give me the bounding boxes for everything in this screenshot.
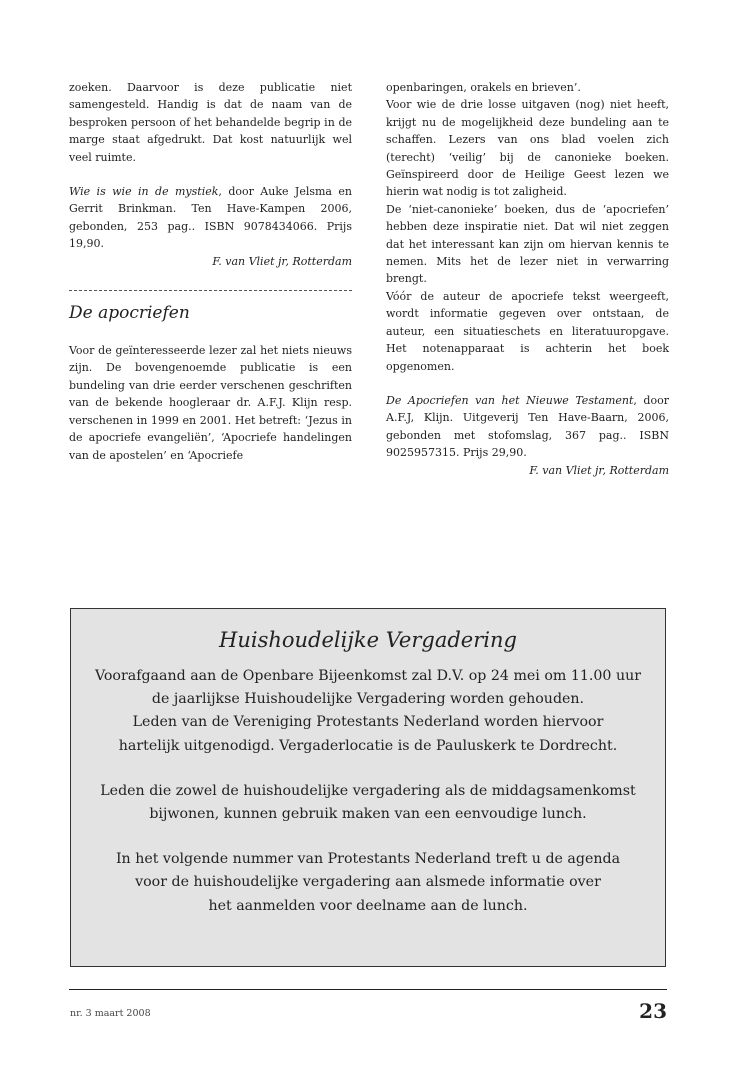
right-paragraph-1: openbaringen, orakels en brieven’. (386, 81, 581, 94)
footer-rule (69, 989, 667, 990)
left-paragraph-1: zoeken. Daarvoor is deze publicatie niet samengesteld. Handig is dat de naam van de besproken persoon of het behandelde begrip in de marge staat afgedrukt. Dat kost natuurlijk wel veel ruimte. (69, 81, 352, 164)
right-paragraph-4: Vóór de auteur de apocriefe tekst weergeeft, wordt informatie gegeven over ontstaan, de auteur, een situatieschets en literatuuropgave. Het notenapparaat is achterin het boek opgenomen. (386, 289, 669, 373)
reference-1-title: Wie is wie in de mystiek (69, 185, 219, 199)
reference-1-details: , door Auke Jelsma en Gerrit Brinkman. Ten Have-Kampen 2006, gebonden, 253 pag.. ISBN 9078434066. Prijs 19,90. (69, 185, 352, 251)
reference-1-author: F. van Vliet jr, Rotterdam (212, 254, 352, 268)
issue-label: nr. 3 maart 2008 (70, 1008, 151, 1019)
notice-line: het aanmelden voor deelname aan de lunch. (208, 897, 528, 914)
right-paragraph-3: De ‘niet-canonieke’ boeken, dus de ‘apocriefen’ hebben deze inspiratie niet. Dat wil niet zeggen dat het interessant kan zijn om hiervan kennis te nemen. Mits het de lezer niet in verwarring brengt. (386, 202, 669, 286)
right-column (386, 79, 669, 479)
notice-paragraph-3 (71, 848, 665, 918)
section-divider (69, 290, 352, 291)
notice-line: voor de huishoudelijke vergadering aan alsmede informatie over (135, 874, 601, 891)
right-paragraph-2: Voor wie de drie losse uitgaven (nog) niet heeft, krijgt nu de mogelijkheid deze bundeling aan te schaffen. Lezers van ons blad voelen zich (terecht) ‘veilig’ bij de canonieke boeken. Geïnspireerd door de Heilige Geest lezen we hierin wat nodig is tot zaligheid. (386, 98, 669, 199)
reference-2 (386, 392, 669, 462)
notice-line: bijwonen, kunnen gebruik maken van een eenvoudige lunch. (149, 806, 587, 823)
notice-line: de jaarlijkse Huishoudelijke Vergadering worden gehouden. (151, 691, 585, 708)
left-column (69, 79, 352, 464)
section-title: De apocriefen (69, 303, 190, 324)
notice-line: hartelijk uitgenodigd. Vergaderlocatie is de Pauluskerk te Dordrecht. (118, 737, 618, 754)
notice-line: In het volgende nummer van Protestants Nederland treft u de agenda (115, 851, 621, 868)
reference-2-title: De Apocriefen van het Nieuwe Testament (386, 393, 634, 407)
left-paragraph-2: Voor de geïnteresseerde lezer zal het niets nieuws zijn. De bovengenoemde publicatie is een bundeling van drie eerder verschenen geschriften van de bekende hoogleraar dr. A.F.J. Klijn resp. verschenen in 1999 en 2001. Het betreft: ‘Jezus in de apocriefe evangeliën’, ‘Apocriefe handelingen van de apostelen’ en ‘Apocriefe (69, 344, 352, 462)
notice-paragraph-2 (71, 780, 665, 826)
reference-2-author: F. van Vliet jr, Rotterdam (529, 463, 669, 477)
reference-2-details: , door A.F.J, Klijn. Uitgeverij Ten Have-Baarn, 2006, gebonden met stofomslag, 367 pag.. ISBN 9025957315. Prijs 29,90. (386, 393, 669, 460)
notice-line: Leden die zowel de huishoudelijke vergadering als de middagsamenkomst (100, 782, 636, 799)
notice-box (70, 608, 666, 967)
notice-line: Voorafgaand aan de Openbare Bijeenkomst zal D.V. op 24 mei om 11.00 uur (94, 668, 642, 684)
page-number: 23 (639, 999, 667, 1023)
reference-1 (69, 183, 352, 253)
notice-paragraph-1 (71, 665, 665, 758)
notice-title: Huishoudelijke Vergadering (219, 628, 517, 652)
notice-line: Leden van de Vereniging Protestants Nederland worden hiervoor (132, 714, 604, 731)
